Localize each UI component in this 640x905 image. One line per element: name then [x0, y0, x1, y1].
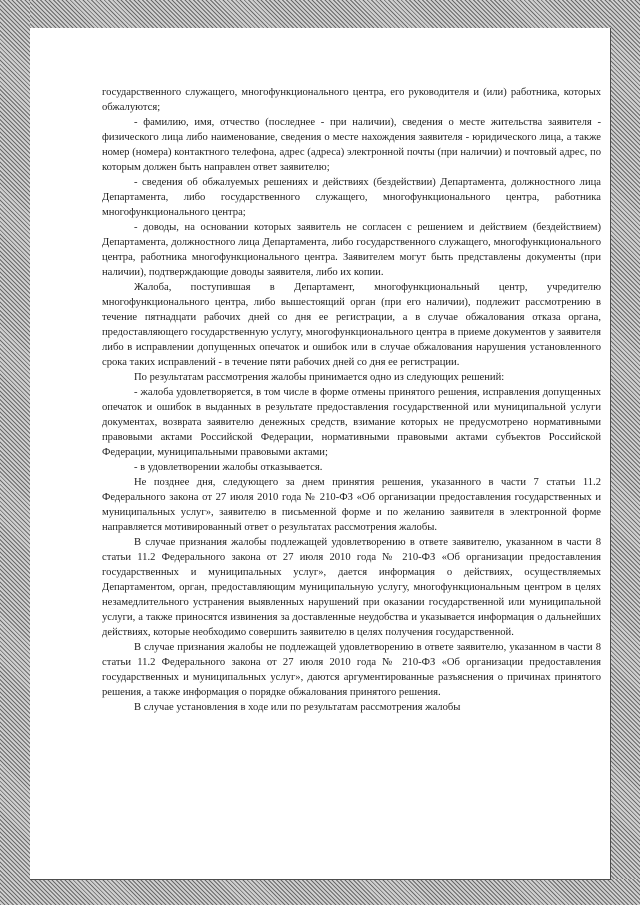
- paragraph: В случае установления в ходе или по результатам рассмотрения жалобы: [134, 702, 461, 713]
- scan-border-top: [0, 0, 640, 28]
- paragraph: - жалоба удовлетворяется, в том числе в форме отмены принятого решения, исправления допущенных опечаток и ошибок в выданных в результате предоставления государственной или муниципальной услуги документах, возврата заявителю денежных средств, взимание которых не предусмотрено нормативными правовыми актами Российской Федерации, нормативными правовыми актами субъектов Российской Федерации, муниципальными правовыми актами;: [102, 387, 601, 458]
- paragraph: - доводы, на основании которых заявитель не согласен с решением и действием (бездействием) Департамента, должностного лица Департамента, либо государственного служащего, многофункционального центра, работника многофункционального центра. Заявителем могут быть представлены документы (при наличии), подтверждающие доводы заявителя, либо их копии.: [102, 222, 601, 278]
- paragraph: Жалоба, поступившая в Департамент, многофункциональный центр, учредителю многофункционального центра, либо вышестоящий орган (при его наличии), подлежит рассмотрению в течение пятнадцати рабочих дней со дня ее регистрации, а в случае обжалования отказа органа, предоставляющего государственную услугу, многофункционального центра в приеме документов у заявителя либо в исправлении допущенных опечаток и ошибок или в случае обжалования нарушения установленного срока таких исправлений - в течение пяти рабочих дней со дня ее регистрации.: [102, 282, 601, 368]
- paragraph: - в удовлетворении жалобы отказывается.: [134, 462, 323, 473]
- scan-border-right: [610, 0, 640, 905]
- paragraph: государственного служащего, многофункционального центра, его руководителя и (или) работника, которых обжалуются;: [102, 87, 601, 113]
- paragraph: - фамилию, имя, отчество (последнее - при наличии), сведения о месте жительства заявителя - физического лица либо наименование, сведения о месте нахождения заявителя - юридического лица, а также номер (номера) контактного телефона, адрес (адреса) электронной почты (при наличии) и почтовый адрес, по которым должен быть направлен ответ заявителю;: [102, 117, 601, 173]
- scan-border-left: [0, 0, 30, 905]
- document-body: [102, 85, 601, 715]
- document-page: [30, 28, 611, 880]
- paragraph: По результатам рассмотрения жалобы принимается одно из следующих решений:: [134, 372, 505, 383]
- paragraph: Не позднее дня, следующего за днем принятия решения, указанного в части 7 статьи 11.2 Федерального закона от 27 июля 2010 года № 210-ФЗ «Об организации предоставления государственных и муниципальных услуг», заявителю в письменной форме и по желанию заявителя в электронной форме направляется мотивированный ответ о результатах рассмотрения жалобы.: [102, 477, 601, 533]
- paragraph: - сведения об обжалуемых решениях и действиях (бездействии) Департамента, должностного лица Департамента, либо государственного служащего, многофункционального центра, работника многофункционального центра;: [102, 177, 601, 218]
- scan-border-bottom: [0, 879, 640, 905]
- paragraph: В случае признания жалобы подлежащей удовлетворению в ответе заявителю, указанном в части 8 статьи 11.2 Федерального закона от 27 июля 2010 года № 210-ФЗ «Об организации предоставления государственных и муниципальных услуг», дается информация о действиях, осуществляемых Департаментом, орган, предоставляющим муниципальную услугу, многофункциональным центром в целях незамедлительного устранения выявленных нарушений при оказании государственной или муниципальной услуги, а также приносятся извинения за доставленные неудобства и указывается информация о дальнейших действиях, которые необходимо совершить заявителю в целях получения государственной.: [102, 537, 601, 638]
- paragraph: В случае признания жалобы не подлежащей удовлетворению в ответе заявителю, указанном в части 8 статьи 11.2 Федерального закона от 27 июля 2010 года № 210-ФЗ «Об организации предоставления государственных и муниципальных услуг», даются аргументированные разъяснения о причинах принятого решения, а также информация о порядке обжалования принятого решения.: [102, 642, 601, 698]
